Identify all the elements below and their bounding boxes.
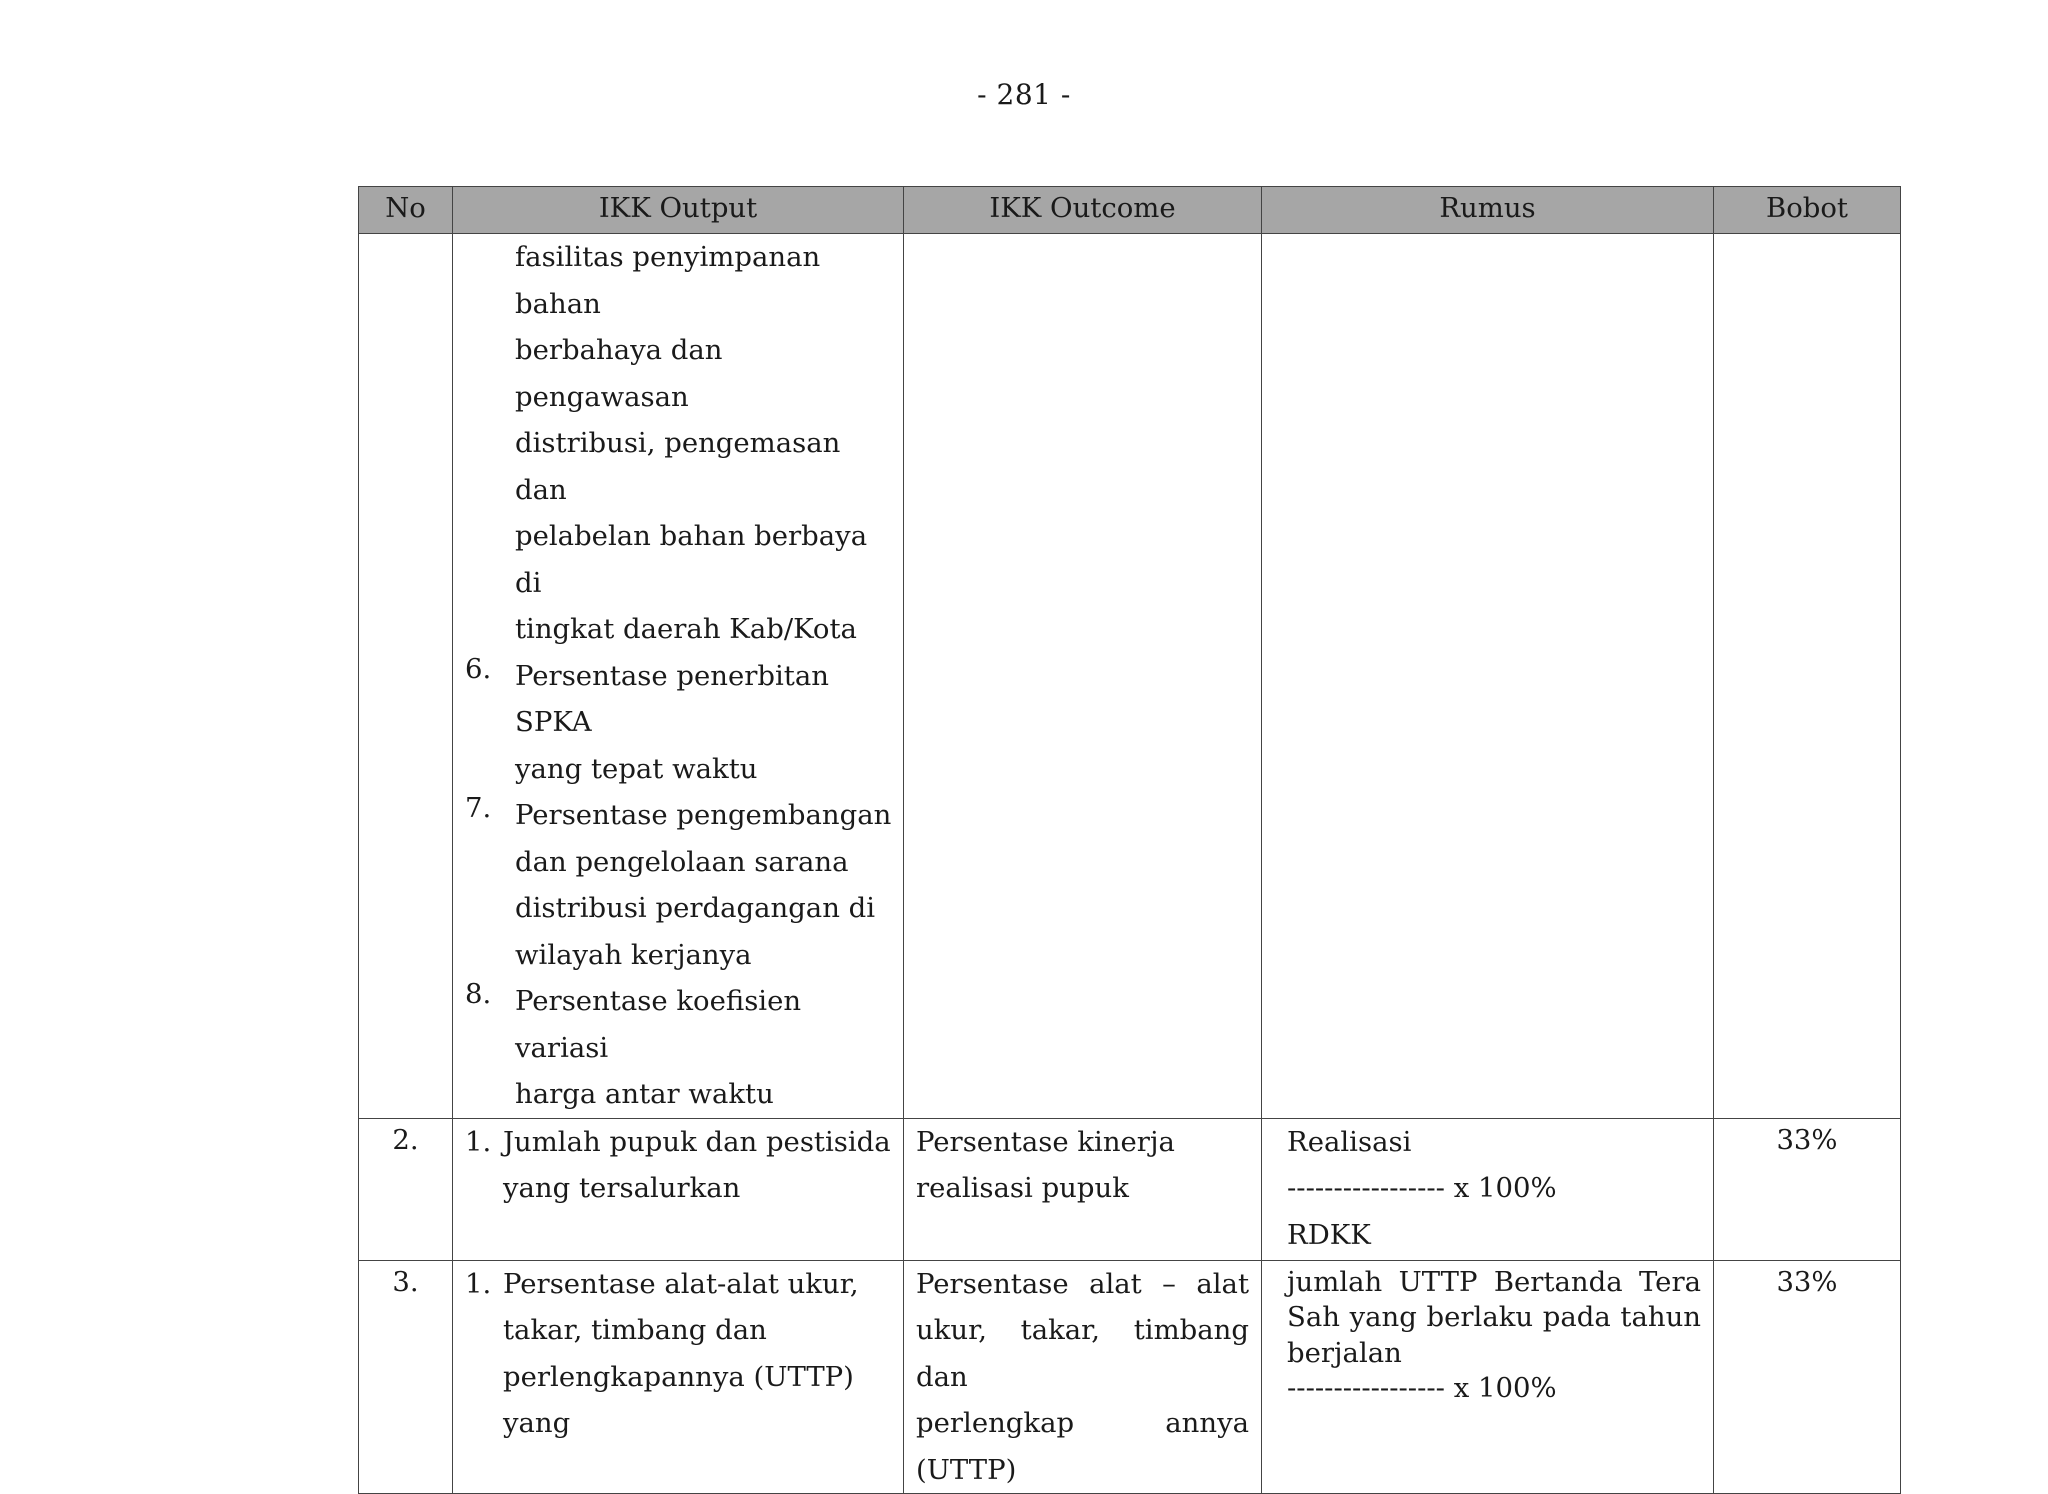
cell-rumus <box>1262 1260 1714 1494</box>
cell-bobot <box>1714 234 1901 1119</box>
output-list-item <box>465 1261 895 1447</box>
rumus-line: Sah yang berlaku pada tahun <box>1287 1301 1701 1333</box>
cell-rumus <box>1262 234 1714 1119</box>
table-row <box>359 1118 1901 1260</box>
row-number: 3. <box>392 1265 419 1298</box>
page-number: - 281 - <box>977 78 1071 111</box>
rumus-denominator: RDKK <box>1287 1218 1371 1251</box>
output-line: Jumlah pupuk dan pestisida <box>503 1125 891 1158</box>
cell-ikk-outcome <box>904 1260 1262 1494</box>
output-line: distribusi, pengemasan dan <box>515 427 841 506</box>
rumus-numerator: Realisasi <box>1287 1125 1412 1158</box>
output-line: perlengkapannya (UTTP) yang <box>503 1360 854 1439</box>
list-number: 1. <box>465 1267 492 1300</box>
bobot-value: 33% <box>1776 1123 1838 1156</box>
cell-bobot <box>1714 1118 1901 1260</box>
output-line: fasilitas penyimpanan bahan <box>515 241 821 320</box>
indicator-table <box>358 186 1901 1494</box>
output-line: yang tersalurkan <box>503 1172 741 1204</box>
cell-ikk-output <box>453 1118 904 1260</box>
cell-ikk-outcome <box>904 234 1262 1119</box>
output-line: takar, timbang dan <box>503 1314 767 1346</box>
output-line: berbahaya dan pengawasan <box>515 334 723 413</box>
cell-no <box>359 1260 453 1494</box>
table-row <box>359 1260 1901 1494</box>
bobot-value: 33% <box>1776 1265 1838 1298</box>
output-line: yang tepat waktu <box>515 752 758 785</box>
header-bobot: Bobot <box>1714 187 1901 234</box>
output-line: Persentase penerbitan SPKA <box>515 659 829 738</box>
output-line: Persentase pengembangan <box>515 799 892 831</box>
rumus-line: berjalan <box>1287 1336 1402 1369</box>
outcome-line: realisasi pupuk <box>916 1172 1129 1204</box>
cell-rumus <box>1262 1118 1714 1260</box>
outcome-line: Persentase alat – alat <box>916 1267 1249 1300</box>
outcome-line: perlengkap annya (UTTP) <box>916 1407 1249 1486</box>
rumus-fraction-line: ----------------- x 100% <box>1287 1172 1557 1204</box>
cell-ikk-outcome <box>904 1118 1262 1260</box>
output-line: pelabelan bahan berbaya di <box>515 520 868 599</box>
list-number: 6. <box>465 652 492 685</box>
output-line: dan pengelolaan sarana <box>515 845 849 878</box>
output-list-item <box>465 653 895 793</box>
outcome-line: ukur, takar, timbang dan <box>916 1314 1249 1393</box>
list-number: 8. <box>465 978 492 1010</box>
cell-no <box>359 1118 453 1260</box>
row-number: 2. <box>392 1123 419 1156</box>
output-line: Persentase koefisien variasi <box>515 985 802 1064</box>
header-ikk-output: IKK Output <box>453 187 904 234</box>
outcome-line: Persentase kinerja <box>916 1125 1175 1158</box>
output-line: distribusi perdagangan di <box>515 892 876 924</box>
cell-ikk-output <box>453 234 904 1119</box>
header-no: No <box>359 187 453 234</box>
cell-no <box>359 234 453 1119</box>
output-list-item <box>465 978 895 1118</box>
output-line: wilayah kerjanya <box>515 938 752 971</box>
list-number: 1. <box>465 1125 492 1158</box>
table-header-row <box>359 187 1901 234</box>
output-list-item <box>465 1119 895 1212</box>
cell-ikk-output <box>453 1260 904 1494</box>
rumus-line: jumlah UTTP Bertanda Tera <box>1287 1265 1701 1298</box>
table-row <box>359 234 1901 1119</box>
list-number: 7. <box>465 792 492 824</box>
output-line: harga antar waktu <box>515 1078 774 1110</box>
rumus-fraction-line: ----------------- x 100% <box>1287 1372 1557 1404</box>
cell-bobot <box>1714 1260 1901 1494</box>
output-list-item <box>465 792 895 978</box>
header-ikk-outcome: IKK Outcome <box>904 187 1262 234</box>
output-line: tingkat daerah Kab/Kota <box>515 613 857 645</box>
output-line: Persentase alat-alat ukur, <box>503 1267 859 1300</box>
output-continuation <box>465 234 895 653</box>
header-rumus: Rumus <box>1262 187 1714 234</box>
